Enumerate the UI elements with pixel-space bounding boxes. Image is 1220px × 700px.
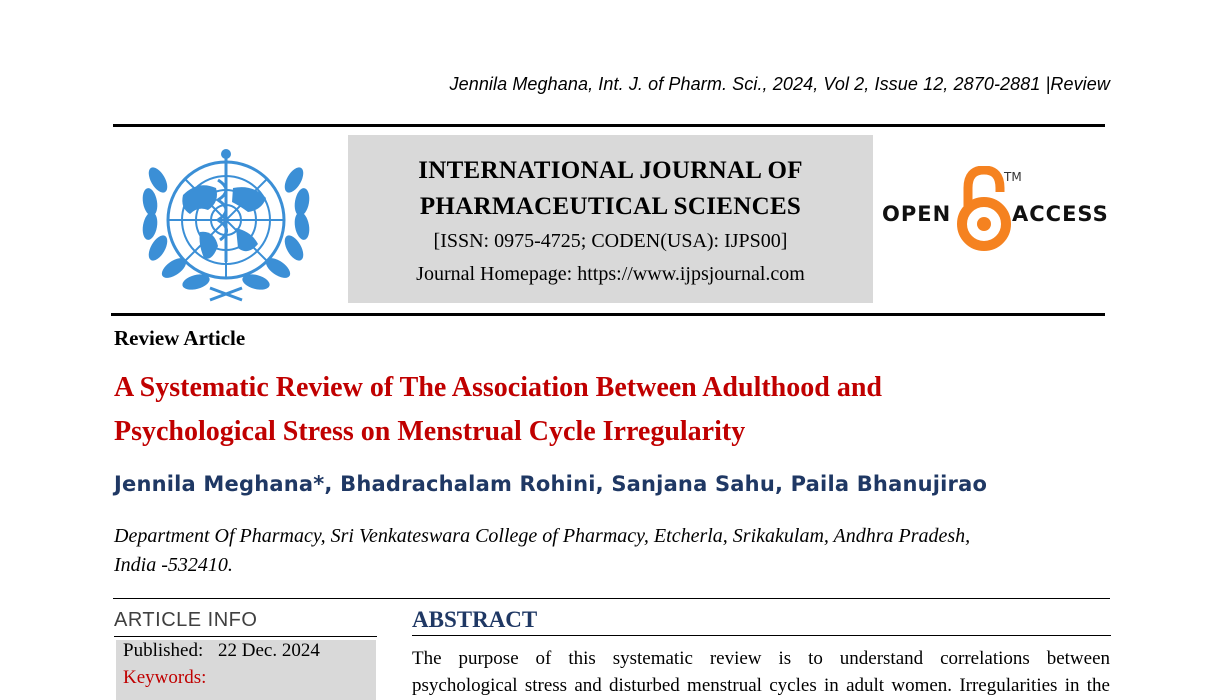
top-rule [113, 124, 1105, 127]
published-label: Published: [123, 640, 204, 661]
journal-issn: [ISSN: 0975-4725; CODEN(USA): IJPS00] [433, 230, 788, 252]
open-access-logo [880, 166, 1108, 252]
published-value: 22 Dec. 2024 [217, 640, 320, 661]
affiliation [114, 522, 1104, 580]
affiliation-line2: India -532410. [114, 554, 233, 576]
article-title-line2: Psychological Stress on Menstrual Cycle Irregularity [114, 416, 746, 447]
open-access-right-text: ACCESS [1012, 202, 1109, 226]
article-title [114, 366, 1074, 454]
article-info-heading: ARTICLE INFO [114, 609, 258, 631]
article-info-rule [114, 636, 377, 637]
section-rule [113, 598, 1110, 599]
affiliation-line1: Department Of Pharmacy, Sri Venkateswara College of Pharmacy, Etcherla, Srikakulam, Andhra Pradesh, [114, 525, 971, 547]
journal-title-line2: PHARMACEUTICAL SCIENCES [419, 193, 802, 220]
running-head: Jennila Meghana, Int. J. of Pharm. Sci., 2024, Vol 2, Issue 12, 2870-2881 |Review [449, 74, 1110, 94]
un-emblem-icon [128, 140, 324, 306]
abstract-rule [412, 635, 1111, 636]
abstract-text [412, 645, 1110, 699]
journal-masthead [348, 135, 873, 303]
author-list: Jennila Meghana*, Bhadrachalam Rohini, Sanjana Sahu, Paila Bhanujirao [114, 472, 988, 496]
abstract-heading: ABSTRACT [412, 607, 538, 632]
masthead-bottom-rule [111, 313, 1105, 316]
trademark-mark: TM [1004, 170, 1022, 184]
journal-title-line1: INTERNATIONAL JOURNAL OF [418, 157, 803, 184]
keywords-label: Keywords: [123, 667, 207, 688]
article-info-box [116, 640, 376, 700]
published-row [123, 640, 320, 662]
article-type: Review Article [114, 326, 246, 350]
journal-homepage[interactable]: Journal Homepage: https://www.ijpsjournal.com [416, 263, 805, 285]
article-title-line1: A Systematic Review of The Association Between Adulthood and [114, 372, 882, 403]
abstract-line1: The purpose of this systematic review is to understand correlations between [412, 648, 1110, 669]
abstract-line2: psychological stress and disturbed menstrual cycles in adult women. Irregularities in the [412, 675, 1110, 696]
open-access-left-text: OPEN [882, 202, 952, 226]
